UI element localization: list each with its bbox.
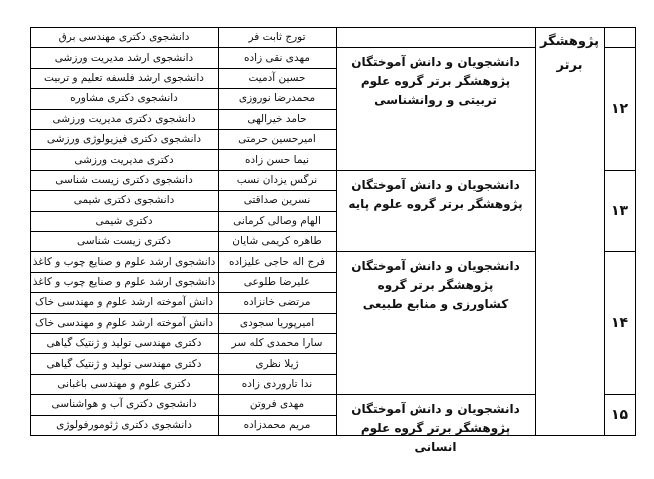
row-divider: [604, 394, 636, 395]
person-degree: دانشجوی دکتری زیست شناسی: [55, 173, 193, 186]
person-degree: دانشجوی ارشد فلسفه تعلیم و تربیت: [44, 71, 204, 84]
person-name: علیرضا طلوعی: [243, 275, 311, 288]
column-divider: [535, 27, 536, 436]
person-name: مهدی نقی زاده: [243, 51, 311, 64]
person-degree: دانشجوی دکتری مهندسی برق: [58, 31, 190, 44]
column-divider: [635, 27, 636, 436]
row-number: ۱۵: [610, 406, 629, 423]
person-degree: دانشجوی دکتری فیزیولوژی ورزشی: [46, 133, 202, 146]
person-name: امیرپوریا سجودی: [239, 316, 315, 329]
person-degree: دکتری مهندسی تولید و ژنتیک گیاهی: [46, 337, 202, 350]
row-number: ۱۳: [610, 202, 629, 219]
person-degree: دانشجوی ارشد علوم و صنایع چوب و کاغذ: [32, 255, 216, 268]
person-degree: دانشجوی دکتری مدیریت ورزشی: [52, 112, 196, 125]
row-divider: [604, 170, 636, 171]
row-divider: [30, 251, 536, 252]
person-degree: دکتری علوم و مهندسی باغبانی: [57, 377, 191, 390]
group-title: دانشجویان و دانش آموختگان پژوهشگر برتر گروه علوم انسانی: [351, 402, 520, 455]
person-degree: دانشجوی دکتری مشاوره: [70, 92, 178, 105]
group-title: دانشجویان و دانش آموختگان پژوهشگر برتر گروه علوم تربیتی و روانشناسی: [351, 55, 520, 108]
person-degree: دانش آموخته ارشد علوم و مهندسی خاک: [35, 316, 213, 329]
row-number: ۱۲: [610, 100, 629, 117]
row-divider: [30, 47, 536, 48]
row-divider: [535, 27, 605, 28]
person-name: ژیلا نظری: [255, 357, 299, 370]
column-divider: [30, 27, 31, 436]
column-divider: [604, 27, 605, 436]
row-divider: [604, 47, 636, 48]
person-degree: دانشجوی ارشد علوم و صنایع چوب و کاغذ: [32, 275, 216, 288]
person-name: مرتضی خانزاده: [243, 296, 311, 309]
person-name: ندا تاروردی زاده: [241, 377, 313, 390]
person-name: محمدرضا نوروزی: [238, 92, 316, 105]
person-degree: دکتری مهندسی تولید و ژنتیک گیاهی: [46, 357, 202, 370]
column-divider: [218, 27, 219, 436]
row-divider: [30, 394, 536, 395]
award-title: پژوهشگر برتر: [540, 34, 599, 73]
person-name: نیما حسن زاده: [244, 153, 310, 166]
person-name: نسرین صداقتی: [243, 194, 311, 207]
group-title: دانشجویان و دانش آموختگان پژوهشگر برتر گروه علوم پایه: [348, 177, 523, 211]
row-divider: [30, 170, 536, 171]
person-name: طاهره کریمی شایان: [232, 235, 322, 248]
person-name: فرج اله حاجی علیزاده: [228, 255, 326, 268]
person-degree: دانشجوی دکتری شیمی: [73, 194, 175, 207]
person-name: الهام وصالی کرمانی: [233, 214, 321, 227]
person-degree: دانشجوی دکتری ژئومورفولوژی: [56, 418, 192, 431]
person-name: تورج ثابت فر: [248, 31, 306, 44]
person-degree: دکتری مدیریت ورزشی: [74, 153, 174, 166]
person-degree: دانشجوی دکتری آب و هواشناسی: [51, 398, 197, 411]
person-name: امیرحسین حرمتی: [238, 133, 316, 146]
column-divider: [336, 27, 337, 436]
person-degree: دانش آموخته ارشد علوم و مهندسی خاک: [35, 296, 213, 309]
row-divider: [30, 435, 636, 436]
person-degree: دانشجوی ارشد مدیریت ورزشی: [54, 51, 194, 64]
person-degree: دکتری زیست شناسی: [77, 235, 171, 248]
person-name: مهدی فروتن: [249, 398, 305, 411]
person-name: حامد خیرالهی: [247, 112, 307, 125]
row-divider: [604, 251, 636, 252]
person-name: حسین آدمیت: [248, 71, 306, 84]
person-name: نرگس یزدان نسب: [236, 173, 318, 186]
person-name: مریم محمدزاده: [243, 418, 311, 431]
person-name: سارا محمدی کله سر: [231, 337, 323, 350]
group-title: دانشجویان و دانش آموختگان پژوهشگر برتر گروه کشاورزی و منابع طبیعی: [351, 259, 520, 312]
row-number: ۱۴: [610, 314, 629, 331]
person-degree: دکتری شیمی: [95, 214, 153, 227]
